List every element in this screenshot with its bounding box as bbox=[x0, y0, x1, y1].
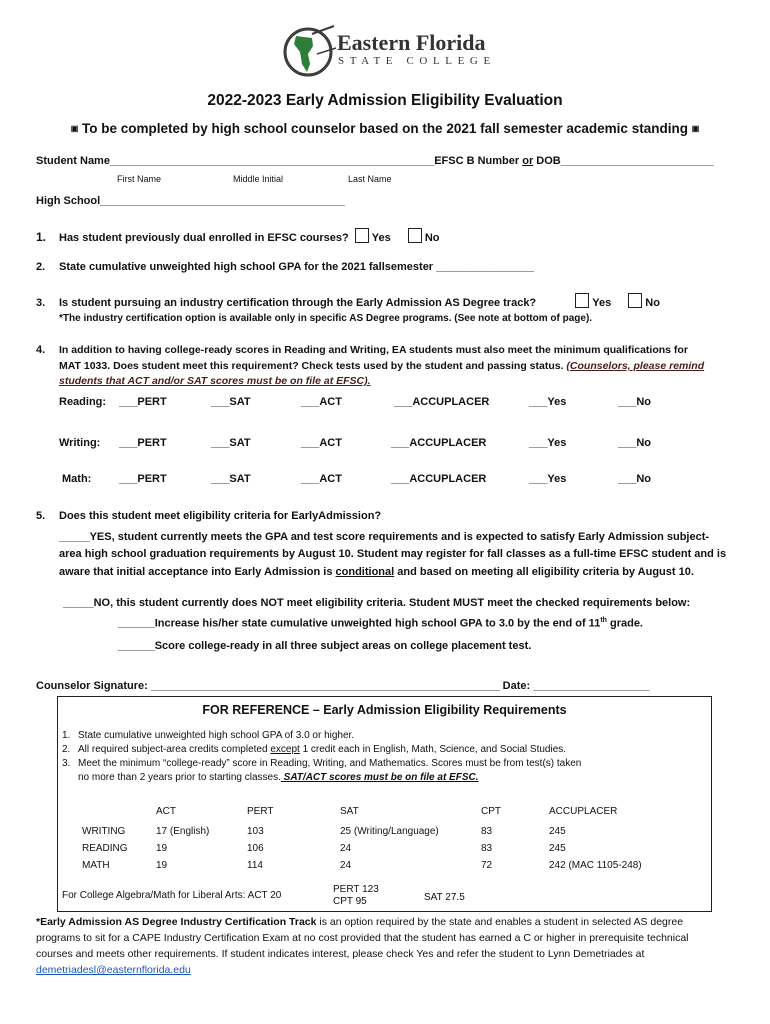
q3-number: 3. bbox=[36, 297, 46, 309]
accuplacer-value: 245 bbox=[549, 843, 566, 854]
accuplacer-value: 245 bbox=[549, 826, 566, 837]
q5-yes-line2: area high school graduation requirements by August 10. Student may register for fall classes as a full-time EFSC student and is bbox=[59, 548, 727, 560]
q3-yes-label: Yes bbox=[592, 297, 612, 309]
q5-number: 5. bbox=[36, 510, 46, 522]
cpt-95: CPT 95 bbox=[333, 896, 367, 907]
yes-option[interactable]: ___Yes bbox=[529, 396, 567, 408]
pert-value: 103 bbox=[247, 826, 264, 837]
cpt-value: 83 bbox=[481, 826, 493, 837]
reference-title: FOR REFERENCE – Early Admission Eligibility Requirements bbox=[202, 703, 567, 717]
accuplacer-option[interactable]: ___ACCUPLACER bbox=[394, 396, 490, 408]
ref-item-3 bbox=[62, 758, 581, 769]
yes-option[interactable]: ___Yes bbox=[529, 437, 567, 449]
ref-item-1 bbox=[62, 730, 354, 741]
header-sat: SAT bbox=[340, 806, 359, 817]
cpt-value: 83 bbox=[481, 843, 493, 854]
high-school-label: High School bbox=[36, 195, 101, 207]
footer-text1: is an option required by the state and enables a student in selected AS degree bbox=[316, 916, 684, 928]
ref-item-text-a: All required subject-area credits completed bbox=[78, 744, 271, 755]
question-2 bbox=[36, 261, 534, 273]
q1-no-label: No bbox=[424, 232, 440, 244]
q4-line1: In addition to having college-ready scores in Reading and Writing, EA students must also meet the minimum qualifications for bbox=[59, 344, 688, 356]
subtitle-marker-right-icon: ▣ bbox=[691, 124, 700, 133]
student-name-field[interactable]: _____________________________________________________ bbox=[109, 155, 435, 167]
page-title: 2022-2023 Early Admission Eligibility Evaluation bbox=[207, 92, 563, 109]
footer-bold: *Early Admission AS Degree Industry Certification Track bbox=[36, 916, 317, 928]
q1-text: Has student previously dual enrolled in EFSC courses? bbox=[59, 232, 349, 244]
row-label: WRITING bbox=[82, 826, 126, 837]
q5-yes-line1[interactable]: _____YES, student currently meets the GPA and test score requirements and is expected to satisfy Early Admission subject- bbox=[59, 531, 710, 543]
q3-note: *The industry certification option is available only in specific AS Degree programs. (See note at bottom of page). bbox=[59, 313, 593, 324]
ref-item-num: 3. bbox=[62, 758, 71, 769]
subtitle-marker-left-icon: ▣ bbox=[70, 124, 79, 133]
logo-line1: Eastern Florida bbox=[337, 30, 486, 55]
q5-no2a: ______Increase his/her state cumulative unweighted high school GPA to 3.0 by the end of 11 bbox=[118, 617, 601, 630]
question-3 bbox=[36, 293, 660, 309]
q1-number: 1. bbox=[36, 230, 47, 244]
high-school-row bbox=[36, 195, 345, 207]
header-accuplacer: ACCUPLACER bbox=[549, 806, 618, 817]
footer-email-link[interactable]: demetriadesl@easternflorida.edu bbox=[36, 964, 191, 976]
footer-line3: courses and meets other requirements. If student indicates interest, please check Yes and refer the student to Lynn Demetriades at bbox=[36, 948, 645, 960]
header-pert: PERT bbox=[247, 806, 274, 817]
first-name-caption: First Name bbox=[117, 174, 162, 184]
student-name-label: Student Name bbox=[36, 155, 110, 167]
pert-option[interactable]: ___PERT bbox=[119, 437, 167, 449]
row-label: Writing: bbox=[59, 437, 101, 449]
q1-yes-checkbox[interactable] bbox=[355, 228, 369, 243]
signature-label: Counselor Signature: bbox=[36, 680, 151, 692]
header-act: ACT bbox=[156, 806, 176, 817]
pert-123: PERT 123 bbox=[333, 884, 379, 895]
header-cpt: CPT bbox=[481, 806, 501, 817]
footer-line1 bbox=[36, 916, 683, 928]
q4-line2b: (Counselors, please remind bbox=[566, 360, 705, 372]
ref-item-2 bbox=[62, 744, 566, 755]
q3-text: Is student pursuing an industry certification through the Early Admission AS Degree track? bbox=[59, 297, 537, 309]
pert-option[interactable]: ___PERT bbox=[119, 396, 167, 408]
middle-initial-caption: Middle Initial bbox=[233, 174, 284, 184]
q5-no-line1[interactable]: _____NO, this student currently does NOT meet eligibility criteria. Student MUST meet the checked requirements below: bbox=[63, 597, 691, 609]
q4-number: 4. bbox=[36, 344, 46, 356]
sat-option[interactable]: ___SAT bbox=[211, 396, 251, 408]
q5-text: Does this student meet eligibility criteria for EarlyAdmission? bbox=[59, 510, 382, 522]
reference-box bbox=[57, 696, 712, 912]
accuplacer-value: 242 (MAC 1105-248) bbox=[549, 860, 642, 871]
q5-yes3c: and based on meeting all eligibility criteria by August 10. bbox=[394, 566, 694, 578]
signature-field[interactable]: _________________________________________________________ bbox=[150, 680, 500, 692]
page-subtitle bbox=[0, 121, 770, 136]
q1-yes-label: Yes bbox=[371, 232, 391, 244]
sat-option[interactable]: ___SAT bbox=[211, 437, 251, 449]
sat-option[interactable]: ___SAT bbox=[211, 473, 251, 485]
sat-value: 24 bbox=[340, 843, 352, 854]
q5-no-line3[interactable]: ______Score college-ready in all three subject areas on college placement test. bbox=[118, 640, 532, 652]
q3-yes-checkbox[interactable] bbox=[575, 293, 589, 308]
ref-item-text2a: no more than 2 years prior to starting classes. bbox=[78, 772, 281, 783]
sat-27-5: SAT 27.5 bbox=[424, 892, 465, 903]
q4-line2 bbox=[59, 360, 704, 372]
student-name-row bbox=[36, 155, 714, 167]
q1-no-checkbox[interactable] bbox=[408, 228, 422, 243]
sat-value: 25 (Writing/Language) bbox=[340, 826, 439, 837]
ref-item-num: 1. bbox=[62, 730, 71, 741]
q2-number: 2. bbox=[36, 261, 46, 273]
efsc-post-label: DOB bbox=[533, 155, 561, 167]
row-label: Reading: bbox=[59, 396, 107, 408]
sat-value: 24 bbox=[340, 860, 352, 871]
row-label: READING bbox=[82, 843, 128, 854]
footer-line2: programs to sit for a CAPE Industry Certification Exam at no cost provided that the student has earned a C or higher in prerequisite technical bbox=[36, 932, 689, 944]
no-option[interactable]: ___No bbox=[618, 473, 652, 485]
subtitle-text: To be completed by high school counselor based on the 2021 fall semester academic standing bbox=[82, 121, 688, 136]
act-value: 19 bbox=[156, 843, 168, 854]
efsc-dob-field[interactable]: _________________________ bbox=[560, 155, 714, 167]
yes-option[interactable]: ___Yes bbox=[529, 473, 567, 485]
high-school-field[interactable]: ________________________________________ bbox=[100, 195, 345, 207]
q5-no2b: grade. bbox=[606, 617, 643, 630]
act-option[interactable]: ___ACT bbox=[301, 473, 342, 485]
ref-item-text-b: 1 credit each in English, Math, Science, and Social Studies. bbox=[299, 744, 567, 755]
college-algebra-note: For College Algebra/Math for Liberal Arts: ACT 20 bbox=[62, 890, 282, 901]
globe-logo-icon bbox=[282, 24, 338, 80]
q5-yes3a: aware that initial acceptance into Early Admission is bbox=[59, 566, 336, 578]
last-name-caption: Last Name bbox=[348, 174, 392, 184]
efsc-or-label: or bbox=[522, 155, 534, 167]
question-1 bbox=[36, 228, 440, 244]
q4-line2a: MAT 1033. Does student meet this requirement? Check tests used by the student and passing status. bbox=[59, 360, 567, 372]
q5-yes3b: conditional bbox=[335, 566, 395, 578]
accuplacer-option[interactable]: ___ACCUPLACER bbox=[391, 473, 487, 485]
date-field[interactable]: ___________________ bbox=[533, 680, 650, 692]
ref-item-3-line2 bbox=[78, 772, 479, 783]
act-value: 19 bbox=[156, 860, 168, 871]
q5-yes-line3 bbox=[59, 566, 694, 578]
act-option[interactable]: ___ACT bbox=[301, 437, 342, 449]
pert-value: 106 bbox=[247, 843, 264, 854]
row-label: MATH bbox=[82, 860, 110, 871]
q5-no2sup: th bbox=[600, 617, 607, 624]
pert-option[interactable]: ___PERT bbox=[119, 473, 167, 485]
ref-item-text2b: SAT/ACT scores must be on file at EFSC. bbox=[280, 772, 479, 783]
q3-no-checkbox[interactable] bbox=[628, 293, 642, 308]
q4-line3: students that ACT and/or SAT scores must be on file at EFSC). bbox=[59, 375, 371, 387]
q2-text: State cumulative unweighted high school GPA for the 2021 fallsemester ________________ bbox=[59, 261, 535, 273]
efsc-pre-label: EFSC B Number bbox=[434, 155, 523, 167]
logo-line2: STATE COLLEGE bbox=[338, 55, 496, 67]
ref-item-text: State cumulative unweighted high school GPA of 3.0 or higher. bbox=[78, 730, 355, 741]
college-logo bbox=[282, 24, 496, 80]
date-label: Date: bbox=[499, 680, 534, 692]
q5-no-line2[interactable] bbox=[118, 617, 643, 630]
act-value: 17 (English) bbox=[156, 826, 210, 837]
ref-item-num: 2. bbox=[62, 744, 71, 755]
ref-item-text: Meet the minimum “college-ready” score in Reading, Writing, and Mathematics. Scores must be from test(s) taken bbox=[78, 758, 582, 769]
no-option[interactable]: ___No bbox=[618, 396, 652, 408]
row-label: Math: bbox=[62, 473, 92, 485]
act-option[interactable]: ___ACT bbox=[301, 396, 342, 408]
cpt-value: 72 bbox=[481, 860, 493, 871]
no-option[interactable]: ___No bbox=[618, 437, 652, 449]
accuplacer-option[interactable]: ___ACCUPLACER bbox=[391, 437, 487, 449]
ref-item-text-u: except bbox=[270, 744, 300, 755]
q3-no-label: No bbox=[645, 297, 660, 309]
pert-value: 114 bbox=[247, 860, 263, 871]
signature-row bbox=[36, 680, 650, 692]
